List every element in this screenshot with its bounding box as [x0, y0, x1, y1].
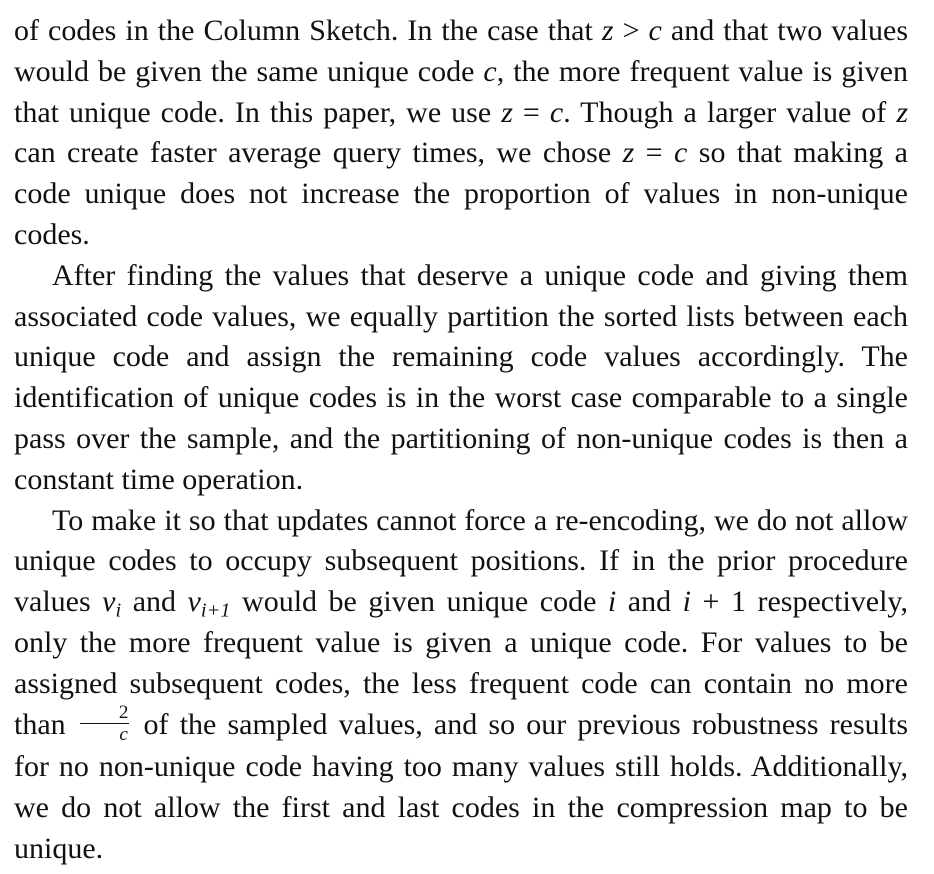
- math-z: z: [622, 136, 635, 170]
- math-v: v: [187, 585, 201, 619]
- math-operator: =: [634, 136, 675, 170]
- text-run: and: [121, 585, 188, 619]
- math-z: z: [601, 14, 614, 47]
- fraction-denominator: c: [119, 724, 128, 746]
- paragraph-partitioning: After finding the values that deserve a unique code and giving them associated code values, we equally partition the sorted lists between each unique code and assign the remaining code values accordingly. The identification of unique codes is in the worst case comparable to a single pass over the sample, and the partitioning of non-unique codes is then a constant time operation.: [14, 258, 908, 496]
- paragraph-unique-code-threshold: [14, 11, 908, 256]
- math-z: z: [501, 95, 513, 129]
- math-expression: + 1: [690, 585, 746, 619]
- math-c: c: [549, 95, 564, 129]
- text-run: and: [616, 585, 683, 619]
- math-v: v: [102, 585, 116, 619]
- math-c: c: [674, 136, 688, 170]
- math-i: i: [607, 585, 617, 619]
- math-operator: =: [512, 95, 550, 129]
- fraction-two-over-c: [80, 703, 130, 744]
- text-run: of codes in the Column Sketch. In the case that: [14, 14, 602, 47]
- fraction-numerator: 2: [80, 703, 130, 724]
- text-run: , the more frequent value is given that unique code. In this paper, we use: [14, 54, 908, 129]
- text-run: and that two values would be given the same unique code: [14, 14, 908, 88]
- math-z: z: [896, 95, 909, 129]
- text-run: so that making a code unique does not increase the proportion of values in non-unique codes.: [14, 136, 908, 251]
- text-run: can create faster average query times, we chose: [14, 136, 623, 170]
- text-run: of the sampled values, and so our previous robustness results for no non-unique code having too many values still holds. Additionally, we do not allow the first and last codes in the compression map to be unique.: [14, 707, 908, 865]
- text-run: respectively, only the more frequent value is given a unique code. For values to be assigned subsequent codes, the less frequent code can contain no more than: [14, 585, 908, 741]
- text-run: would be given unique code: [230, 585, 608, 619]
- paragraph-update-robustness: [14, 501, 908, 870]
- math-c: c: [648, 14, 662, 47]
- math-c: c: [483, 54, 497, 88]
- text-run: . Though a larger value of: [563, 95, 897, 129]
- math-subscript: i: [115, 599, 122, 622]
- math-i: i: [682, 585, 691, 619]
- math-subscript: i+1: [200, 599, 231, 622]
- text-run: To make it so that updates cannot force a re-encoding, we do not allow unique codes to occupy subsequent positions. If in the prior procedure values: [14, 503, 908, 619]
- math-operator: >: [613, 14, 649, 47]
